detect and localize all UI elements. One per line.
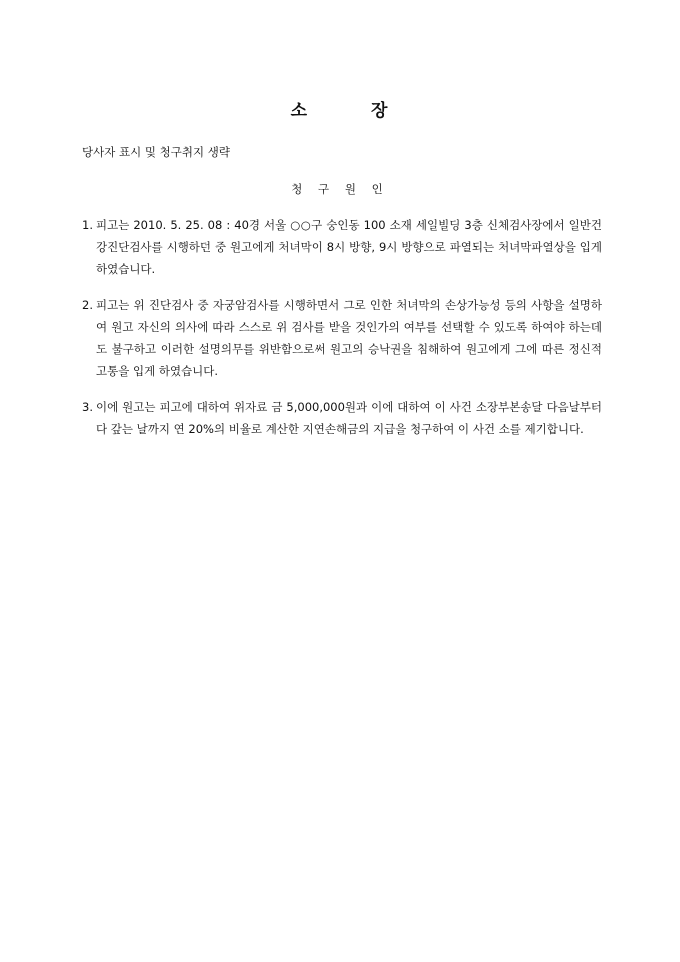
item-text: 이에 원고는 피고에 대하여 위자료 금 5,000,000원과 이에 대하여 이 사건 소장부본송달 다음날부터 다 갚는 날까지 연 20%의 비율로 계산한 지연손해금의 지급을 청구하여 이 사건 소를 제기합니다. [96, 400, 602, 436]
summary-line: 당사자 표시 및 청구취지 생략 [82, 145, 230, 159]
document-title [0, 96, 680, 121]
item-number: 1. [82, 218, 93, 232]
claim-item-2 [82, 294, 602, 382]
claim-items [82, 214, 602, 454]
title-char-left: 소 [290, 101, 309, 121]
title-char-right: 장 [371, 101, 390, 121]
claim-item-3 [82, 396, 602, 440]
item-text: 피고는 위 진단검사 중 자궁암검사를 시행하면서 그로 인한 처녀막의 손상가능성 등의 사항을 설명하여 원고 자신의 의사에 따라 스스로 위 검사를 받을 것인가의 여부를 선택할 수 있도록 하여야 하는데도 불구하고 이러한 설명의무를 위반함으로써 원고의 승낙권을 침해하여 원고에게 그에 따른 정신적 고통을 입게 하였습니다. [96, 298, 602, 378]
section-heading: 청 구 원 인 [291, 182, 389, 196]
item-text: 피고는 2010. 5. 25. 08 : 40경 서울 ○○구 숭인동 100 소재 세일빌딩 3층 신체검사장에서 일반건강진단검사를 시행하던 중 원고에게 처녀막이 8시 방향, 9시 방향으로 파열되는 처녀막파열상을 입게 하였습니다. [96, 218, 602, 276]
claim-item-1 [82, 214, 602, 280]
item-number: 3. [82, 400, 93, 414]
item-number: 2. [82, 298, 93, 312]
